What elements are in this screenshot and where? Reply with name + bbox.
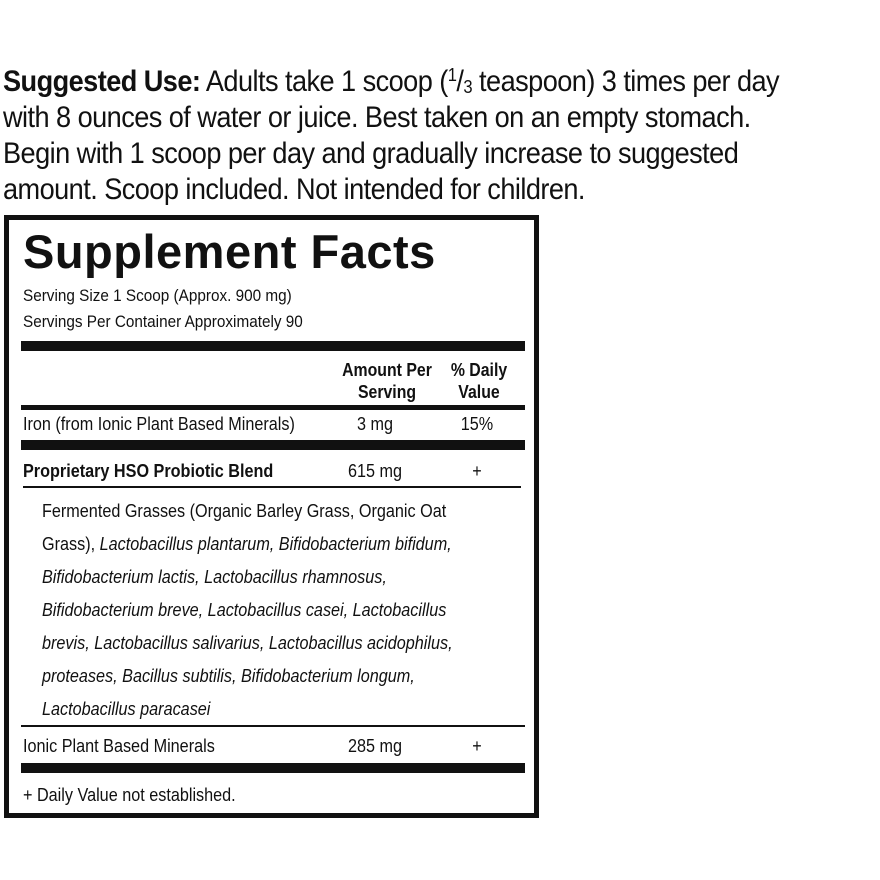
blend-line-1: Fermented Grasses (Organic Barley Grass, Organic Oat — [42, 501, 447, 521]
header-daily-value-line-1: % Daily — [450, 360, 508, 380]
suggested-use-line-2: with 8 ounces of water or juice. Best taken on an empty stomach. — [3, 101, 751, 134]
row-minerals-amount: 285 mg — [347, 736, 403, 756]
fraction-numerator: 1 — [447, 65, 457, 85]
blend-line-4: Bifidobacterium breve, Lactobacillus casei, Lactobacillus — [42, 600, 447, 620]
row-iron-name: Iron (from Ionic Plant Based Minerals) — [23, 414, 295, 434]
header-amount-per-line-1: Amount Per — [342, 360, 432, 380]
panel-title: Supplement Facts — [23, 225, 436, 278]
thick-divider-top — [21, 341, 525, 351]
suggested-use-line-4: amount. Scoop included. Not intended for children. — [3, 173, 585, 206]
fraction-denominator: 3 — [463, 77, 473, 97]
blend-line-3: Bifidobacterium lactis, Lactobacillus rhamnosus, — [42, 567, 387, 587]
serving-size: Serving Size 1 Scoop (Approx. 900 mg) — [23, 286, 292, 305]
minerals-divider — [21, 725, 525, 727]
row-blend-name: Proprietary HSO Probiotic Blend — [23, 461, 274, 481]
row-minerals-dv: + — [472, 736, 482, 756]
suggested-use-heading: Suggested Use: — [3, 65, 201, 98]
header-daily-value-line-2: Value — [458, 382, 500, 402]
header-amount-per-line-2: Serving — [357, 382, 417, 402]
row-iron-dv: 15% — [460, 414, 494, 434]
row-blend-amount: 615 mg — [347, 461, 403, 481]
blend-line-7: Lactobacillus paracasei — [42, 699, 211, 719]
suggested-use-line-1: Suggested Use: Adults take 1 scoop ($^1/_3$ teaspoon) 3 times per day — [3, 65, 780, 98]
suggested-use-line-3: Begin with 1 scoop per day and gradually increase to suggested — [3, 137, 739, 170]
supplement-facts-panel — [4, 215, 539, 818]
blend-line-2: Grass), Lactobacillus plantarum, Bifidobacterium bifidum, — [42, 534, 452, 554]
row-blend-dv: + — [472, 461, 482, 481]
medium-divider — [21, 405, 525, 410]
servings-per-container: Servings Per Container Approximately 90 — [23, 312, 303, 331]
row-iron-amount: 3 mg — [356, 414, 394, 434]
blend-divider — [23, 486, 521, 488]
thick-divider-middle — [21, 440, 525, 450]
blend-ingredients — [42, 495, 510, 726]
thick-divider-bottom — [21, 763, 525, 773]
suggested-use-text — [3, 64, 809, 208]
row-minerals-name: Ionic Plant Based Minerals — [23, 736, 215, 756]
blend-line-6: proteases, Bacillus subtilis, Bifidobacterium longum, — [42, 666, 415, 686]
footnote: + Daily Value not established. — [23, 785, 236, 805]
blend-line-5: brevis, Lactobacillus salivarius, Lactobacillus acidophilus, — [42, 633, 453, 653]
